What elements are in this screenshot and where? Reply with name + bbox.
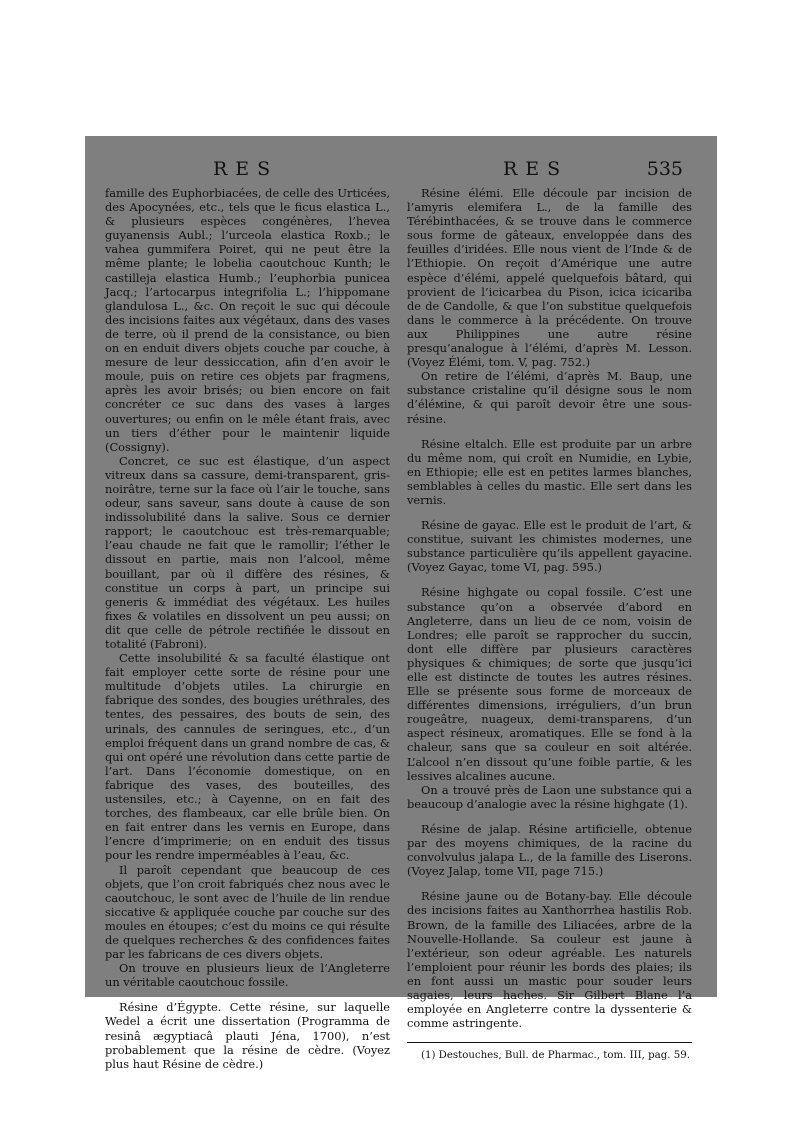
page-header bbox=[105, 158, 683, 182]
document-page bbox=[105, 152, 692, 1071]
paragraph: Cette insolubilité & sa faculté élastique ont fait employer cette sorte de résine pour une multitude d’objets utiles. La chirurgie en fabrique des sondes, des bougies uréthrales, des tentes, des pessaires, des bouts de sein, des urinals, des cannules de seringues, etc., d’un emploi fréquent dans un grand nombre de cas, & qui ont opéré une révolution dans cette partie de l’art. Dans l’économie domestique, on en fabrique des vases, des bouteilles, des ustensiles, etc.; à Cayenne, on en fait des torches, des flambeaux, car elle brûle bien. On en fait entrer dans les vernis en Europe, dans l’encre d’imprimerie; on en enduit des tissus pour les rendre imperméables à l’eau, &c. bbox=[105, 651, 390, 863]
entry-resine-highgate: Résine highgate ou copal fossile. C’est une substance qu’on a observée d’abord en Angleterre, dans un lieu de ce nom, voisin de Londres; elle paroît se rapprocher du succin, dont elle diffère par plusieurs caractères physiques & chimiques; de sorte que jusqu’ici elle est distincte de toutes les autres résines. Elle se présente sous forme de morceaux de différentes dimensions, irréguliers, d’un brun rougeâtre, nuageux, demi-transparens, d’un aspect résineux, aromatiques. Elle se fond à la chaleur, sans que sa couleur en soit altérée. L’alcool n’en dissout qu’une foible partie, & les lessives alcalines aucune. bbox=[407, 585, 692, 783]
paragraph: famille des Euphorbiacées, de celle des Urticées, des Apocynées, etc., tels que le ficus elastica L., & plusieurs espèces congénères, l’hevea guyanensis Aubl.; l’urceola elastica Roxb.; le vahea gummifera Poiret, qui ne peut être la même plante; le lobelia caoutchouc Kunth; le castilleja elastica Humb.; l’euphorbia punicea Jacq.; l’artocarpus integrifolia L.; l’hippomane glandulosa L., &c. On reçoit le suc qui découle des incisions faites aux végétaux, dans des vases de terre, où il prend de la consistance, ou bien on en enduit divers objets couche par couche, à mesure de leur dessiccation, afin d’en avoir le moule, puis on retire ces objets par fragmens, après les avoir brisés; ou bien encore on fait concréter ce suc dans des vases à larges ouvertures; ou enfin on le mêle étant frais, avec un tiers d’éther pour le maintenir liquide (Cossigny). bbox=[105, 186, 390, 454]
entry-resine-gayac: Résine de gayac. Elle est le produit de l’art, & constitue, suivant les chimistes modernes, une substance particulière qu’ils appellent gayacine. (Voyez Gayac, tome VI, pag. 595.) bbox=[407, 518, 692, 575]
paragraph: On a trouvé près de Laon une substance qui a beaucoup d’analogie avec la résine highgate (1). bbox=[407, 782, 692, 811]
entry-resine-egypte: Résine d’Égypte. Cette résine, sur laquelle Wedel a écrit une dissertation (Programma de resinâ ægyptiacâ plauti Jéna, 1700), n’est probablement que la résine de cèdre. (Voyez plus haut Résine de cèdre.) bbox=[105, 1000, 390, 1071]
entry-resine-jaune: Résine jaune ou de Botany-bay. Elle découle des incisions faites au Xanthorrhea hastilis Rob. Brown, de la famille des Liliacées, arbre de la Nouvelle-Hollande. Sa couleur est jaune à l’extérieur, son odeur agréable. Les naturels l’emploient pour réunir les bords des plaies; ils en font aussi un mastic pour souder leurs sagaies, leurs haches. Sir Gilbert Blane l’a employée en Angleterre contre la dyssenterie & comme astringente. bbox=[407, 889, 692, 1031]
running-head-right: RES bbox=[503, 158, 569, 180]
running-head-left: RES bbox=[213, 158, 279, 180]
paragraph: Il paroît cependant que beaucoup de ces objets, que l’on croit fabriqués chez nous avec le caoutchouc, le sont avec de l’huile de lin rendue siccative & appliquée couche par couche sur des moules en étoupes; c’est du moins ce qui résulte de quelques recherches & des confidences faites par les fabricans de ces divers objets. bbox=[105, 862, 390, 962]
footnote-rule bbox=[407, 1042, 692, 1043]
page-number: 535 bbox=[646, 158, 683, 180]
entry-resine-elemi: Résine élémi. Elle découle par incision de l’amyris elemifera L., de la famille des Térébinthacées, & se trouve dans le commerce sous forme de gâteaux, enveloppée dans des feuilles d’iridées. Elle nous vient de l’Inde & de l’Ethiopie. On reçoit d’Amérique une autre espèce d’élémi, appelé quelquefois bâtard, qui provient de l’icicarbea du Pison, icica icicariba de de Candolle, & que l’on substitue quelquefois dans le commerce à la précédente. On trouve aux Philippines une autre résine presqu’analogue à l’élémi, d’après M. Lesson. (Voyez Élémi, tom. V, pag. 752.) bbox=[407, 186, 692, 370]
paragraph: On trouve en plusieurs lieux de l’Angleterre un véritable caoutchouc fossile. bbox=[105, 961, 390, 990]
left-column bbox=[105, 186, 390, 1071]
paragraph: Concret, ce suc est élastique, d’un aspect vitreux dans sa cassure, demi-transparent, gris-noirâtre, terne sur la face où l’air le touche, sans odeur, sans saveur, sans doute à cause de son indissolubilité dans la salive. Sous ce dernier rapport; le caoutchouc est très-remarquable; l’eau chaude ne fait que le ramollir; l’éther le dissout en partie, mais non l’alcool, même bouillant, par où il diffère des résines, & constitue un corps à part, un principe sui generis & immédiat des végétaux. Les huiles fixes & volatiles en dissolvent un peu aussi; on dit que celle de pétrole rectifiée le dissout en totalité (Fabroni). bbox=[105, 453, 390, 651]
right-column bbox=[407, 186, 692, 1062]
entry-resine-jalap: Résine de jalap. Résine artificielle, obtenue par des moyens chimiques, de la racine du convolvulus jalapa L., de la famille des Liserons. (Voyez Jalap, tome VII, page 715.) bbox=[407, 821, 692, 879]
footnote: (1) Destouches, Bull. de Pharmac., tom. III, pag. 59. bbox=[421, 1050, 690, 1062]
entry-resine-eltalch: Résine eltalch. Elle est produite par un arbre du même nom, qui croît en Numidie, en Lybie, en Ethiopie; elle est en petites larmes blanches, semblables à celles du mastic. Elle sert dans les vernis. bbox=[407, 436, 692, 507]
paragraph: On retire de l’élémi, d’après M. Baup, une substance cristaline qu’il désigne sous le nom d’éléмine, & qui paroît devoir être une sous-résine. bbox=[407, 369, 692, 426]
